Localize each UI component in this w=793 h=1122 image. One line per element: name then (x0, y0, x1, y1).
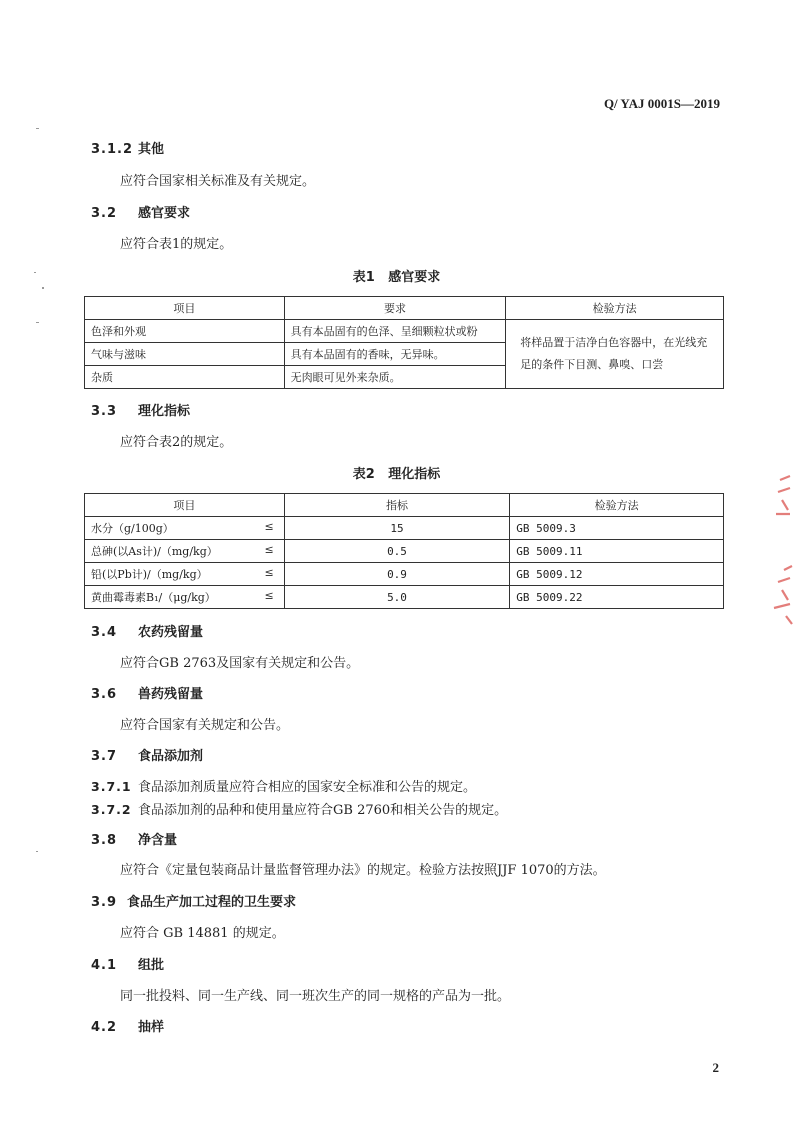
scan-speck (34, 272, 36, 273)
clause-text: 食品添加剂质量应符合相应的国家安全标准和公告的规定。 (138, 780, 477, 795)
section-number: 3.9 (91, 895, 118, 910)
section-3-1-2-body: 应符合国家相关标准及有关规定。 (120, 174, 316, 189)
table-cell: 色泽和外观 (85, 320, 285, 343)
section-3-6-heading (91, 683, 203, 702)
section-title: 其他 (138, 142, 165, 157)
le-sign: ≤ (264, 589, 274, 602)
clause-number: 3.7.1 (91, 779, 132, 794)
section-title: 理化指标 (138, 404, 191, 419)
item-name: 水分（g/100g） (91, 522, 174, 535)
section-3-2-body: 应符合表1的规定。 (120, 237, 233, 252)
scan-speck (36, 128, 39, 129)
table2-header-method: 检验方法 (510, 494, 724, 517)
section-title: 兽药残留量 (138, 687, 204, 702)
table-cell: 具有本品固有的香味，无异味。 (284, 343, 506, 366)
table-cell (85, 563, 285, 586)
section-3-3-heading (91, 400, 190, 419)
clause-3-7-1 (91, 776, 476, 795)
section-title: 食品添加剂 (138, 749, 204, 764)
section-number: 3.4 (91, 625, 118, 640)
table-row (85, 563, 724, 586)
section-3-4-heading (91, 621, 203, 640)
table1-method-cell: 将样品置于洁净白色容器中，在光线充足的条件下目测、鼻嗅、口尝 (506, 320, 724, 389)
section-3-9-heading (91, 891, 296, 910)
scan-speck (42, 287, 44, 289)
section-number: 4.1 (91, 958, 118, 973)
le-sign: ≤ (264, 566, 274, 579)
physicochemical-table (84, 493, 724, 609)
page-number: 2 (712, 1060, 719, 1075)
scan-speck (36, 322, 39, 323)
section-title: 农药残留量 (138, 625, 204, 640)
table-row (85, 586, 724, 609)
section-3-3-body: 应符合表2的规定。 (120, 435, 233, 450)
table2-caption: 表2 理化指标 (352, 467, 441, 482)
table-cell: 具有本品固有的色泽、呈细颗粒状或粉 (284, 320, 506, 343)
section-title: 净含量 (138, 833, 178, 848)
clause-text: 食品添加剂的品种和使用量应符合GB 2760和相关公告的规定。 (138, 803, 508, 818)
table-cell: GB 5009.22 (510, 586, 724, 609)
item-name: 总砷(以As计)/（mg/kg） (91, 545, 218, 558)
section-number: 3.7 (91, 749, 118, 764)
table-cell: GB 5009.11 (510, 540, 724, 563)
table1-caption: 表1 感官要求 (352, 270, 441, 285)
table2-header-item: 项目 (85, 494, 285, 517)
table-row (85, 320, 724, 343)
section-number: 3.2 (91, 206, 118, 221)
section-number: 4.2 (91, 1020, 118, 1035)
sensory-requirements-table (84, 296, 724, 389)
section-3-9-body: 应符合 GB 14881 的规定。 (120, 926, 285, 941)
le-sign: ≤ (264, 520, 274, 533)
table1-header-method: 检验方法 (506, 297, 724, 320)
section-title: 组批 (138, 958, 165, 973)
item-name: 黄曲霉毒素B₁/（μg/kg） (91, 591, 216, 604)
section-3-2-heading (91, 202, 190, 221)
section-title: 食品生产加工过程的卫生要求 (127, 895, 297, 910)
table-cell (85, 540, 285, 563)
section-3-4-body: 应符合GB 2763及国家有关规定和公告。 (120, 656, 360, 671)
table-cell: 气味与滋味 (85, 343, 285, 366)
document-number: Q/ YAJ 0001S—2019 (603, 96, 720, 111)
table-cell: 0.9 (284, 563, 510, 586)
section-3-8-body: 应符合《定量包装商品计量监督管理办法》的规定。检验方法按照JJF 1070的方法。 (120, 863, 606, 878)
table-cell: GB 5009.12 (510, 563, 724, 586)
item-name: 铅(以Pb计)/（mg/kg） (91, 568, 208, 581)
section-number: 3.1.2 (91, 142, 134, 157)
scan-speck (36, 851, 38, 852)
section-4-1-heading (91, 954, 164, 973)
le-sign: ≤ (264, 543, 274, 556)
section-title: 抽样 (138, 1020, 165, 1035)
section-4-1-body: 同一批投料、同一生产线、同一班次生产的同一规格的产品为一批。 (120, 989, 511, 1004)
section-3-7-heading (91, 745, 203, 764)
section-number: 3.3 (91, 404, 118, 419)
table-row (85, 540, 724, 563)
table1-header-item: 项目 (85, 297, 285, 320)
clause-3-7-2 (91, 799, 507, 818)
table-cell (85, 517, 285, 540)
section-4-2-heading (91, 1016, 164, 1035)
table2-header-index: 指标 (284, 494, 510, 517)
table-cell: 无肉眼可见外来杂质。 (284, 366, 506, 389)
table-cell: GB 5009.3 (510, 517, 724, 540)
red-seal-stamp (760, 470, 793, 640)
table-cell: 15 (284, 517, 510, 540)
table-row (85, 517, 724, 540)
table-cell: 杂质 (85, 366, 285, 389)
table1-header-requirement: 要求 (284, 297, 506, 320)
section-3-6-body: 应符合国家有关规定和公告。 (120, 718, 290, 733)
section-title: 感官要求 (138, 206, 191, 221)
section-3-1-2-heading (91, 138, 164, 157)
section-number: 3.6 (91, 687, 118, 702)
clause-number: 3.7.2 (91, 802, 132, 817)
section-3-8-heading (91, 829, 177, 848)
table-cell: 0.5 (284, 540, 510, 563)
table-cell (85, 586, 285, 609)
table-cell: 5.0 (284, 586, 510, 609)
section-number: 3.8 (91, 833, 118, 848)
